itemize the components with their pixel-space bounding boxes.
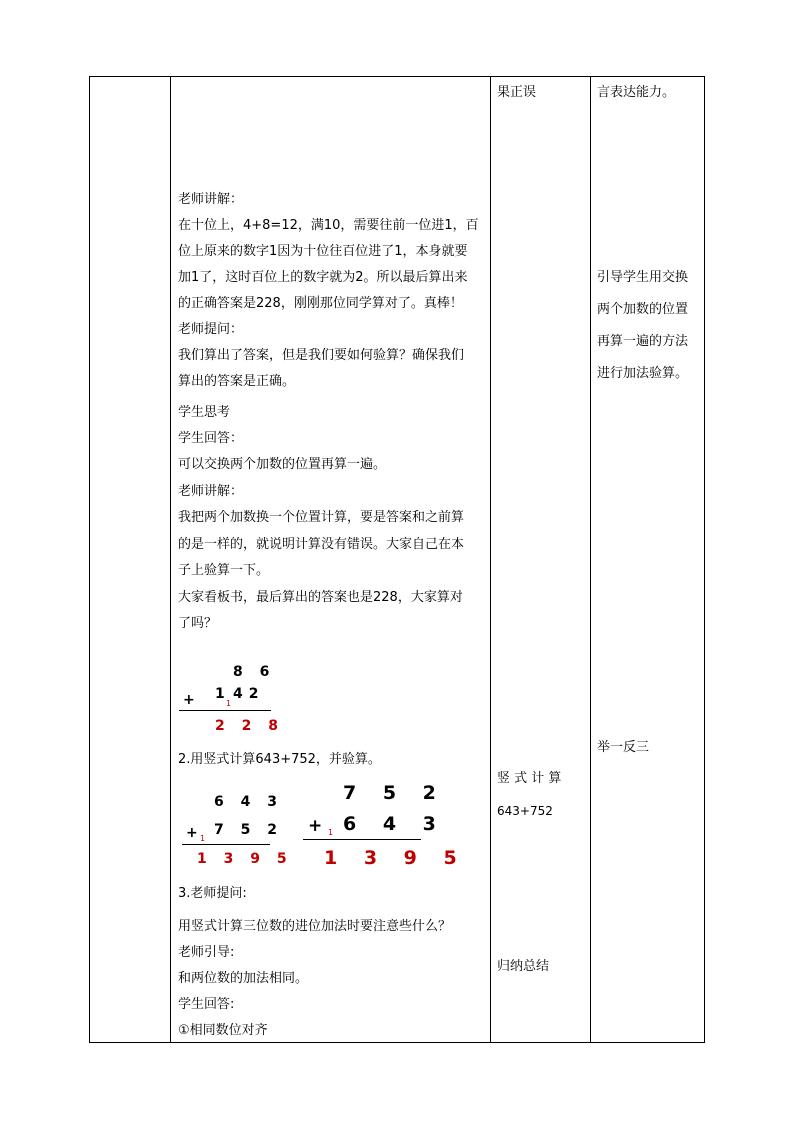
table-right-border: [704, 76, 705, 1043]
main-line: 我把两个加数换一个位置计算，要是答案和之前算: [178, 510, 465, 525]
calc2-plus-sign: +: [186, 825, 198, 841]
calc2-bottom-operand: 7 5 2: [214, 822, 283, 838]
main-line: 在十位上，4+8=12，满10，需要往前一位进1，百: [178, 218, 479, 233]
main-line: 大家看板书，最后算出的答案也是228，大家算对: [178, 590, 463, 605]
calc1-carry-mark: 1: [226, 699, 232, 708]
col3-top-text: 果正误: [497, 85, 537, 100]
main-line: 子上验算一下。: [178, 563, 270, 578]
main-line: 的正确答案是228，刚刚那位同学算对了。真棒！: [178, 296, 463, 311]
col3-summary: 归纳总结: [497, 959, 550, 974]
table-bottom-border: [89, 1042, 705, 1043]
main-line: 可以交换两个加数的位置再算一遍。: [178, 457, 387, 472]
calc3-sum-line: [303, 839, 421, 840]
column-divider-3: [590, 76, 591, 1043]
calc1-sum-line: [179, 710, 271, 711]
main-line: 老师提问：: [178, 322, 244, 337]
calc2-result: 1 3 9 5: [197, 851, 293, 867]
calc1-bottom-operand: 42: [233, 686, 265, 702]
main-line: 我们算出了答案，但是我们要如何验算？确保我们: [178, 348, 465, 363]
main-line: 加1了，这时百位上的数字就为2。所以最后算出来: [178, 270, 468, 285]
calc1-plus-sign: +: [183, 692, 195, 708]
task2-prompt: 2.用竖式计算643+752，并验算。: [178, 752, 381, 767]
main-line: 学生思考: [178, 405, 231, 420]
col4-guide-line: 进行加法验算。: [597, 366, 689, 381]
calc3-result: 1 3 9 5: [324, 847, 467, 869]
main-line: 位上原来的数字1因为十位往百位进了1，本身就要: [178, 244, 468, 259]
calc2-top-operand: 6 4 3: [214, 794, 283, 810]
main-line: ①相同数位对齐: [178, 1023, 268, 1038]
col3-vertical-calc-expr: 643+752: [497, 804, 553, 818]
column-divider-1: [170, 76, 171, 1043]
calc3-carry-mark: 1: [328, 828, 334, 837]
col4-guide-line: 引导学生用交换: [597, 270, 689, 285]
calc1-result: 2 2 8: [215, 718, 284, 734]
main-line: 学生回答：: [178, 431, 244, 446]
main-line: 老师讲解：: [178, 484, 244, 499]
calc3-plus-sign: +: [308, 816, 323, 836]
table-top-border: [89, 76, 705, 77]
main-line: 3.老师提问:: [178, 886, 247, 901]
calc3-bottom-operand: 6 4 3: [343, 813, 446, 835]
main-line: 老师引导:: [178, 945, 235, 960]
calc1-top-operand: 8 6: [233, 664, 276, 680]
main-line: 算出的答案是正确。: [178, 374, 296, 389]
calc2-carry-mark: 1: [200, 834, 206, 843]
main-line: 和两位数的加法相同。: [178, 971, 309, 986]
col4-top-text: 言表达能力。: [597, 85, 676, 100]
main-line: 了吗？: [178, 616, 218, 631]
col4-guide-line: 再算一遍的方法: [597, 334, 689, 349]
col3-vertical-calc-label: 竖 式 计 算: [497, 771, 562, 786]
column-divider-2: [490, 76, 491, 1043]
calc2-sum-line: [182, 844, 270, 845]
calc3-top-operand: 7 5 2: [343, 782, 446, 804]
col4-extend: 举一反三: [597, 740, 650, 755]
main-line: 的是一样的，就说明计算没有错误。大家自己在本: [178, 537, 465, 552]
main-line: 老师讲解：: [178, 192, 244, 207]
main-line: 用竖式计算三位数的进位加法时要注意些什么？: [178, 919, 452, 934]
col4-guide-line: 两个加数的位置: [597, 302, 689, 317]
main-line: 学生回答:: [178, 997, 235, 1012]
table-left-border: [89, 76, 90, 1043]
calc1-bottom-lead-digit: 1: [215, 686, 225, 702]
